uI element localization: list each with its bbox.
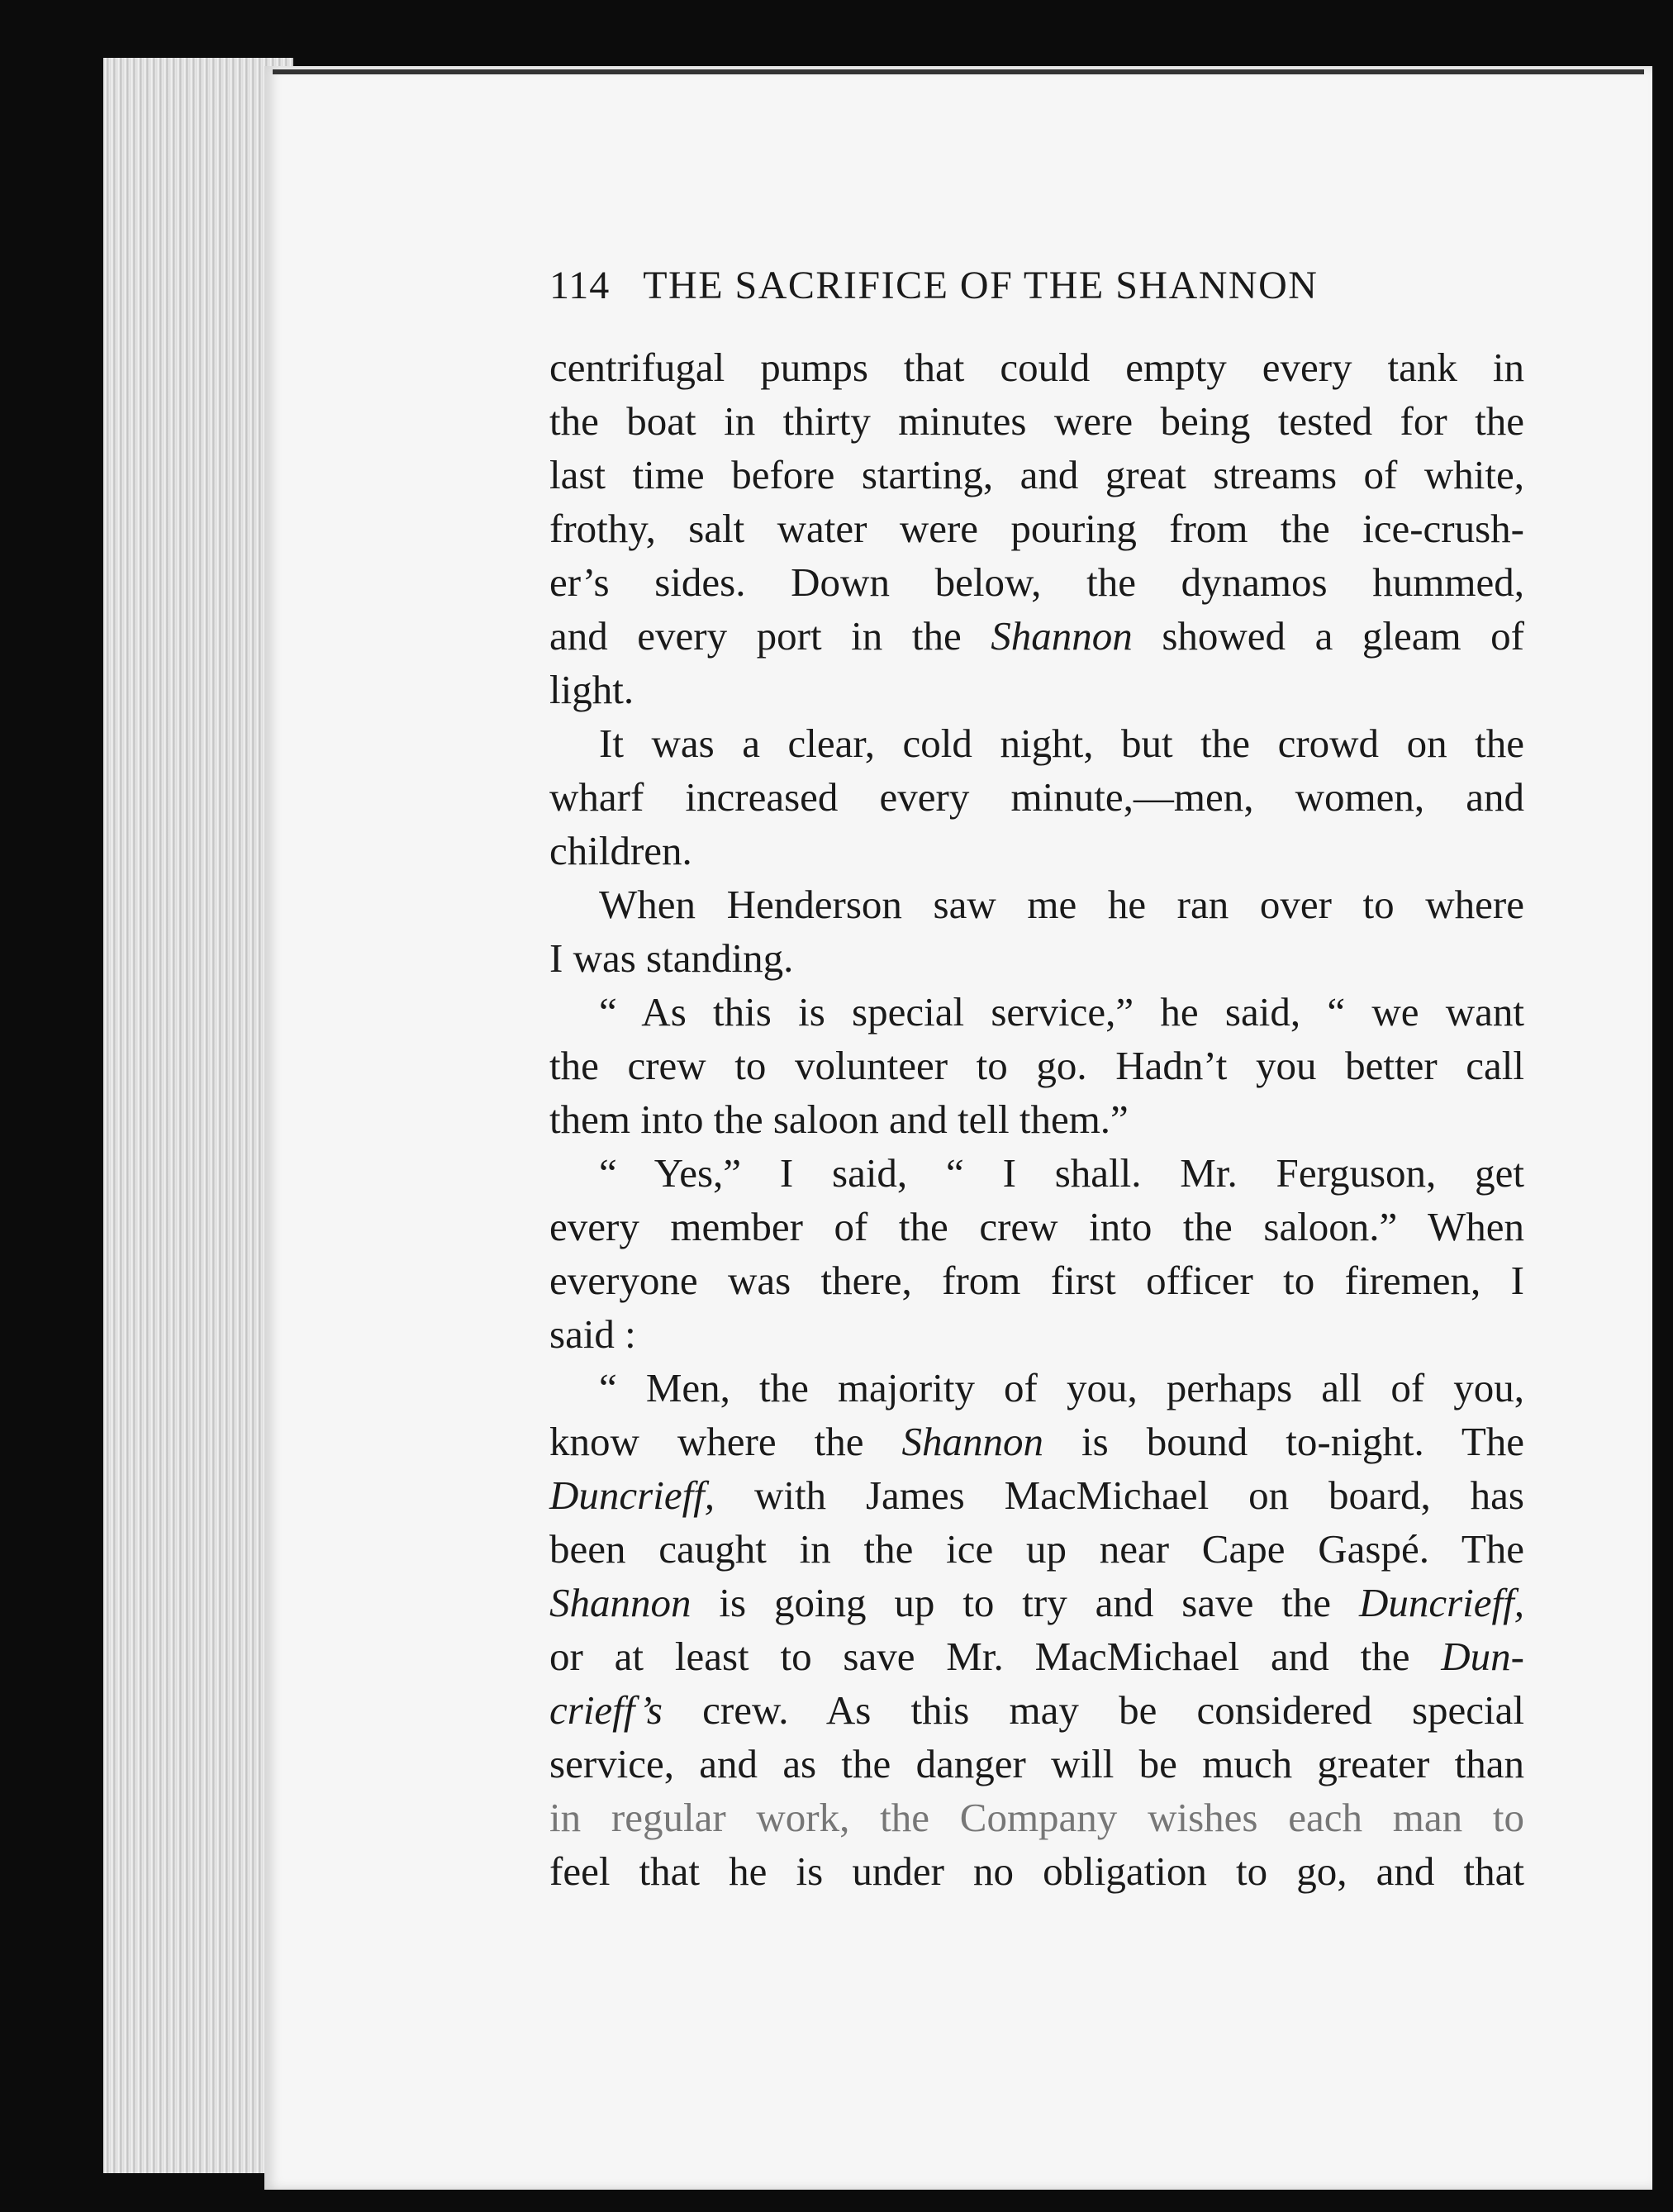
italic-text: Shannon [901, 1419, 1044, 1464]
text-line [549, 340, 1524, 394]
text-line [549, 1629, 1524, 1683]
text-line [549, 502, 1524, 555]
text-line [549, 824, 1524, 878]
italic-text: Duncrieff, [549, 1472, 715, 1518]
text-line [549, 663, 1524, 716]
text-segment: children. [549, 828, 692, 873]
text-segment: centrifugal pumps that could empty every tank in [549, 345, 1524, 390]
text-line [549, 1146, 1524, 1200]
text-segment: I was standing. [549, 935, 794, 981]
text-segment: and every port in the [549, 613, 991, 659]
body-text [549, 340, 1524, 1898]
italic-text: Duncrieff, [1358, 1580, 1524, 1625]
text-segment: is bound to-night. The [1043, 1419, 1525, 1464]
text-segment: every member of the crew into the saloon.” When [549, 1204, 1524, 1249]
text-segment: know where the [549, 1419, 902, 1464]
text-line [549, 1200, 1524, 1253]
text-line [549, 1683, 1524, 1737]
text-segment: in regular work, the Company wishes each man to [549, 1795, 1524, 1840]
text-segment: When Henderson saw me he ran over to where [599, 882, 1524, 927]
text-segment: is going up to try and save the [691, 1580, 1359, 1625]
text-segment: last time before starting, and great streams of white, [549, 452, 1524, 497]
text-line [549, 555, 1524, 609]
text-segment: the crew to volunteer to go. Hadn’t you better call [549, 1043, 1524, 1088]
text-segment: said : [549, 1311, 636, 1357]
text-segment: with James MacMichael on board, has [715, 1472, 1524, 1518]
text-line [549, 770, 1524, 824]
text-segment: crew. As this may be considered special [662, 1687, 1524, 1733]
text-line [549, 1844, 1524, 1898]
text-line [549, 1737, 1524, 1791]
text-line [549, 1791, 1524, 1844]
text-line [549, 1092, 1524, 1146]
text-line [549, 1253, 1524, 1307]
text-segment: the boat in thirty minutes were being tested for the [549, 398, 1524, 444]
text-segment: or at least to save Mr. MacMichael and the [549, 1634, 1442, 1679]
running-header [549, 263, 1392, 312]
top-page-edge [273, 69, 1644, 74]
running-title: THE SACRIFICE OF THE SHANNON [643, 264, 1319, 307]
text-segment: everyone was there, from first officer to firemen, I [549, 1258, 1524, 1303]
text-line [549, 1522, 1524, 1576]
text-segment: “ Yes,” I said, “ I shall. Mr. Ferguson, get [599, 1150, 1524, 1196]
text-segment: light. [549, 667, 635, 712]
italic-text: Shannon [549, 1580, 692, 1625]
italic-text: Shannon [991, 613, 1133, 659]
page-number: 114 [549, 264, 611, 307]
text-line [549, 1307, 1524, 1361]
text-segment: “ Men, the majority of you, perhaps all of you, [599, 1365, 1524, 1410]
text-line [549, 609, 1524, 663]
text-segment: er’s sides. Down below, the dynamos hummed, [549, 559, 1524, 605]
text-line [549, 1576, 1524, 1629]
text-line [549, 394, 1524, 448]
text-line [549, 985, 1524, 1039]
text-segment: feel that he is under no obligation to go, and that [549, 1848, 1524, 1894]
text-segment: been caught in the ice up near Cape Gaspé. The [549, 1526, 1524, 1572]
text-line [549, 716, 1524, 770]
text-segment: wharf increased every minute,—men, women, and [549, 774, 1524, 820]
text-segment: It was a clear, cold night, but the crowd on the [599, 721, 1524, 766]
text-segment: “ As this is special service,” he said, “ we want [599, 989, 1524, 1035]
text-segment: them into the saloon and tell them.” [549, 1096, 1129, 1142]
text-line [549, 1039, 1524, 1092]
italic-text: crieff’s [549, 1687, 663, 1733]
text-segment: service, and as the danger will be much greater than [549, 1741, 1524, 1786]
text-segment: showed a gleam of [1132, 613, 1524, 659]
text-line [549, 1361, 1524, 1415]
text-line [549, 1468, 1524, 1522]
text-line [549, 448, 1524, 502]
text-line [549, 878, 1524, 931]
italic-text: Dun- [1441, 1634, 1524, 1679]
text-line [549, 931, 1524, 985]
text-line [549, 1415, 1524, 1468]
text-segment: frothy, salt water were pouring from the ice-crush- [549, 506, 1524, 551]
